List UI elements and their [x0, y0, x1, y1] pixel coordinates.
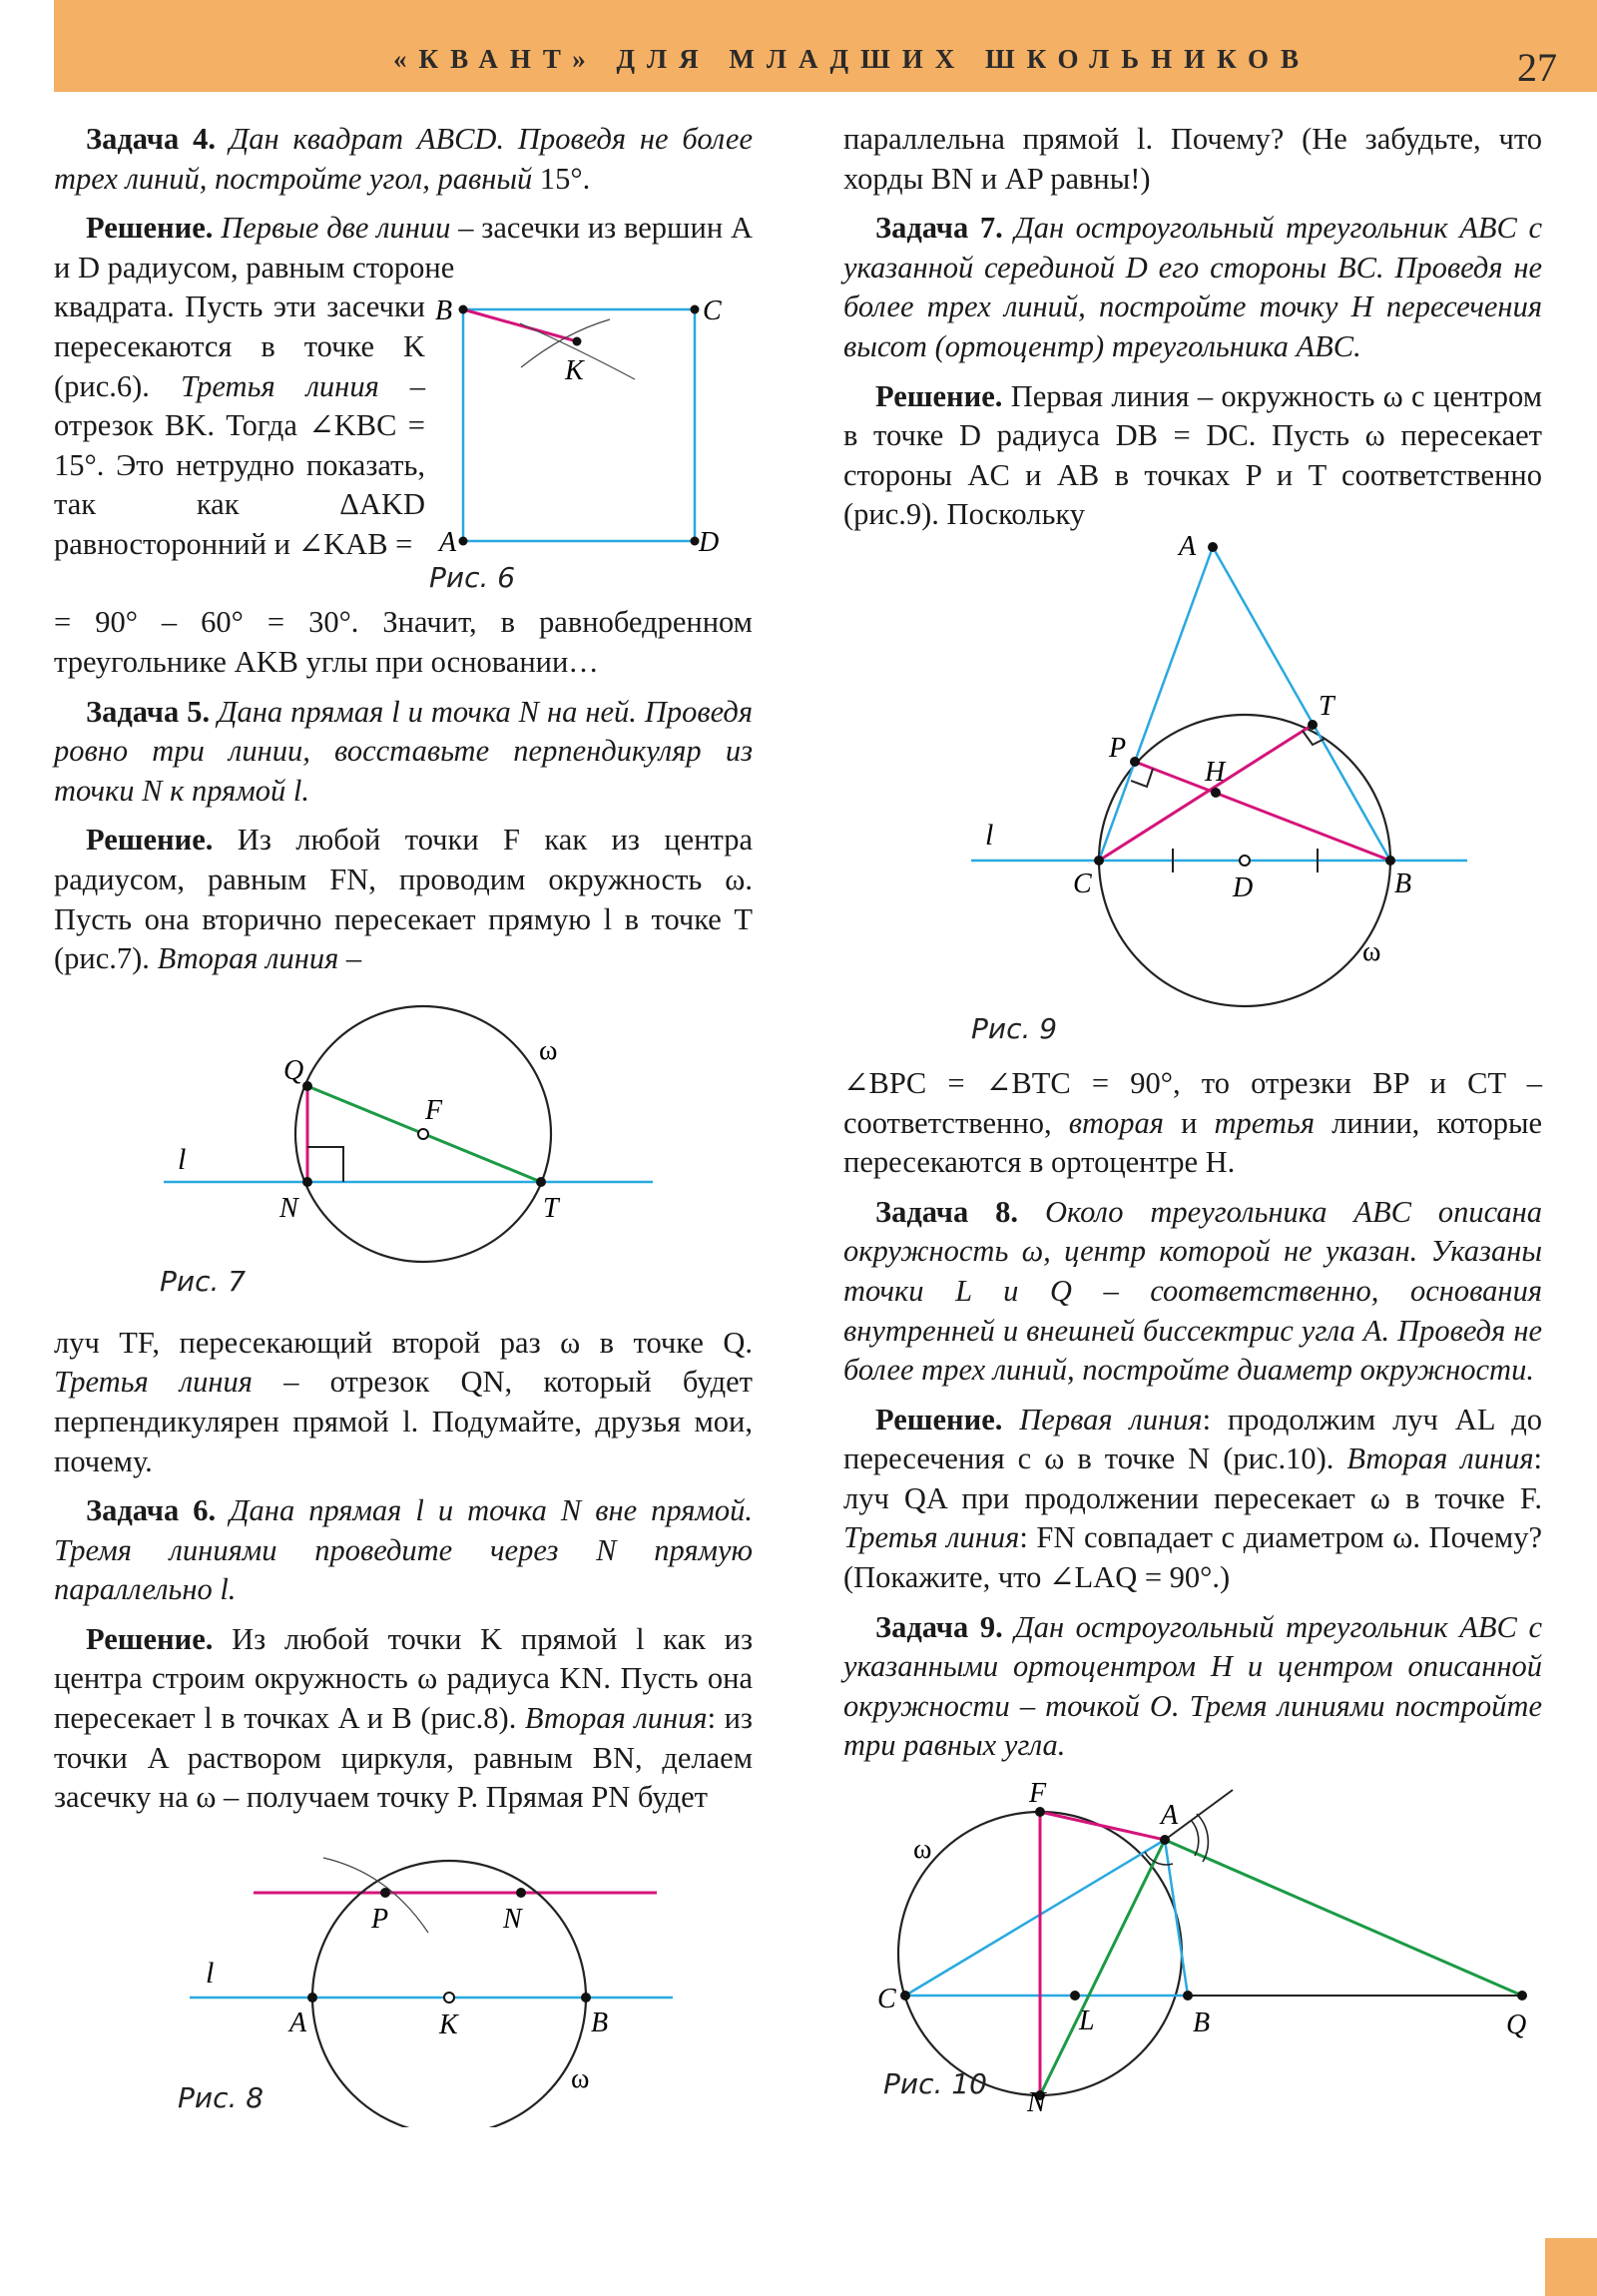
label-l: l [178, 1142, 187, 1176]
solution-8 [843, 1401, 1542, 1598]
bisector-aq [1165, 1840, 1522, 1996]
label-b: B [435, 295, 453, 327]
task-8-label: Задача 8. [875, 1194, 1019, 1229]
label-p: P [371, 1903, 389, 1935]
figure-10 [843, 1776, 1542, 2115]
label-omega: ω [539, 1034, 558, 1066]
page-number: 27 [1517, 45, 1557, 90]
label-l: L [1079, 2006, 1095, 2037]
solution-8-text-2: : луч QA при продолжении пересекает ω в точке F. [843, 1441, 1542, 1515]
figure-10-svg [843, 1776, 1542, 2115]
solution-4-end [54, 603, 753, 682]
task-9-text: Дан остроугольный треугольник ABC с указанными ортоцентром H и центром описанной окружности – точкой O. Тремя линиями постройте три равных угла. [843, 1609, 1542, 1763]
solution-4-wrap-italic: Третья линия [180, 368, 379, 403]
task-8 [843, 1193, 1542, 1391]
label-k: K [565, 355, 584, 387]
label-h: H [1205, 756, 1226, 788]
point-d [1240, 856, 1250, 865]
solution-8-italic-3: Третья линия [843, 1520, 1020, 1555]
label-c: C [877, 1984, 896, 2015]
side-ab [1213, 547, 1390, 861]
point-p [1130, 757, 1140, 767]
label-t: T [543, 1192, 559, 1224]
point-b [581, 1993, 591, 2003]
point-h [1211, 788, 1221, 798]
label-d: D [699, 527, 720, 559]
solution-4-label: Решение. [86, 211, 214, 246]
header-title: «КВАНТ» ДЛЯ МЛАДШИХ ШКОЛЬНИКОВ [393, 44, 1312, 74]
figure-6-caption: Рис. 6 [429, 561, 516, 595]
solution-8-italic-2: Вторая линия [1346, 1441, 1534, 1476]
label-a: A [439, 527, 457, 559]
task-5 [54, 693, 753, 812]
solution-7-label: Решение. [875, 378, 1003, 413]
solution-7-cont-text-2: линии, которые пересекаются в ортоцентре H. [843, 1105, 1543, 1180]
point-n [516, 1888, 526, 1898]
solution-7-italic-2: третья [1214, 1105, 1316, 1140]
point-b [1385, 856, 1395, 865]
label-d: D [1233, 871, 1254, 903]
point-c [900, 1991, 910, 2001]
solution-6-label: Решение. [86, 1621, 214, 1656]
figure-9-caption: Рис. 9 [971, 1011, 1058, 1045]
task-8-text: Около треугольника ABC описана окружность ω, центр которой не указан. Указаны точки L и Q – соответственно, основания внутренней и внешней биссектрис угла A. Проведя не более трех линий, постройте диаметр окружности. [843, 1194, 1542, 1388]
label-p: P [1109, 732, 1127, 764]
task-9-label: Задача 9. [875, 1609, 1003, 1644]
task-9 [843, 1608, 1542, 1766]
solution-6-end-text: параллельна прямой l. Почему? (Не забудьте, что хорды BN и AP равны!) [843, 122, 1542, 196]
label-omega: ω [571, 2062, 590, 2094]
solution-8-label: Решение. [875, 1402, 1003, 1436]
figure-7-svg [54, 989, 753, 1324]
right-angle-p [1131, 769, 1153, 787]
point-k [444, 1993, 454, 2003]
task-6-text: Дана прямая l и точка N вне прямой. Тремя линиями проведите через N прямую параллельно l. [54, 1493, 754, 1607]
solution-4-italic: Первые две линии [221, 211, 451, 246]
solution-7 [843, 377, 1542, 535]
solution-5-cont-italic: Третья линия [54, 1365, 253, 1400]
point-n [302, 1177, 312, 1187]
label-n: N [279, 1192, 298, 1224]
point-q [302, 1081, 312, 1091]
side-ca [1099, 547, 1213, 861]
figure-8 [54, 1828, 753, 2127]
right-angle-mark [307, 1147, 343, 1182]
point-p [380, 1888, 390, 1898]
label-l: l [206, 1956, 215, 1990]
solution-4-wrap-text [54, 287, 425, 603]
figure-10-caption: Рис. 10 [883, 2067, 987, 2101]
point-a [1160, 1835, 1170, 1845]
solution-5-cont-text-2: – отрезок QN, который будет перпендикулярен прямой l. Подумайте, друзья мои, почему. [54, 1365, 753, 1478]
point-a [307, 1993, 317, 2003]
solution-7-italic-1: вторая [1068, 1105, 1164, 1140]
label-c: C [703, 295, 722, 327]
point-c [691, 305, 700, 314]
solution-4-wrap [54, 287, 753, 603]
point-b [1183, 1991, 1193, 2001]
solution-8-italic-1: Первая линия [1019, 1402, 1203, 1436]
figure-9-svg [843, 535, 1542, 1064]
solution-5-label: Решение. [86, 823, 214, 858]
task-5-label: Задача 5. [86, 694, 211, 729]
solution-5-cont [54, 1324, 753, 1481]
label-omega: ω [1362, 935, 1381, 967]
point-f [418, 1129, 428, 1139]
solution-5-text: Из любой точки F как из центра радиусом, равным FN, проводим окружность ω. Пусть она вторично пересекает прямую l в точке T (рис.7). [54, 823, 754, 976]
solution-7-cont [843, 1064, 1542, 1183]
point-t [1308, 720, 1318, 730]
figure-9 [843, 535, 1542, 1064]
solution-6 [54, 1620, 753, 1818]
solution-5 [54, 821, 753, 978]
side-ab [1165, 1840, 1188, 1996]
task-7-text: Дан остроугольный треугольник ABC с указанной серединой D его стороны BC. Проведя не более трех линий, постройте точку H пересечения высот (ортоцентр) треугольника ABC. [843, 211, 1542, 363]
task-4-label: Задача 4. [86, 122, 216, 156]
label-q: Q [1506, 2009, 1527, 2041]
task-4-tail: 15°. [539, 161, 591, 196]
solution-6-end [843, 120, 1542, 199]
label-a: A [1179, 534, 1197, 562]
label-q: Q [283, 1054, 304, 1086]
solution-7-cont-text: ∠BPC = ∠BTC = 90°, то отрезки BP и CT – соответственно, [843, 1065, 1542, 1140]
solution-7-and: и [1181, 1105, 1198, 1140]
label-omega: ω [913, 1834, 932, 1866]
label-l: l [985, 818, 994, 852]
label-n: N [1027, 2087, 1046, 2116]
solution-8-text-3: : FN совпадает с диаметром ω. Почему? (Покажите, что ∠LAQ = 90°.) [843, 1520, 1543, 1595]
task-4 [54, 120, 753, 199]
figure-6 [425, 287, 753, 603]
point-k [573, 337, 582, 346]
figure-6-svg [425, 287, 753, 603]
solution-5-italic: Вторая линия – [157, 941, 362, 976]
point-l [1070, 1991, 1080, 2001]
label-k: K [439, 2009, 458, 2040]
segment-ct [1099, 725, 1313, 861]
right-column [843, 120, 1542, 2115]
label-n: N [503, 1903, 522, 1935]
task-4-text: Дан квадрат ABCD. Проведя не более трех линий, постройте угол, равный [54, 122, 753, 196]
figure-8-caption: Рис. 8 [178, 2080, 265, 2114]
point-a [459, 537, 468, 546]
solution-4-end-text: = 90° – 60° = 30°. Значит, в равнобедренном треугольнике AKB углы при основании… [54, 605, 753, 679]
solution-6-italic: Вторая линия [524, 1701, 708, 1736]
solution-4-wrap-2: – отрезок BK. Тогда ∠KBC = 15°. Это нетрудно показать, так как ΔAKD равносторонний и ∠KAB = [54, 368, 426, 561]
label-b: B [1394, 867, 1412, 899]
task-7-label: Задача 7. [875, 211, 1003, 246]
point-q [1517, 1991, 1527, 2001]
solution-7-text: Первая линия – окружность ω с центром в точке D радиуса DB = DC. Пусть ω пересекает стороны AC и AB в точках P и T соответственно (рис.9). Поскольку [843, 378, 1543, 532]
solution-4 [54, 209, 753, 287]
label-b: B [1193, 2008, 1211, 2039]
solution-4-wrap-1: квадрата. Пусть эти засечки пересекаются в точке K (рис.6). [54, 289, 425, 403]
point-t [536, 1177, 546, 1187]
solution-4-text: – засечки из вершин A и D радиусом, равным стороне [54, 211, 754, 285]
label-a: A [289, 2007, 307, 2038]
task-6 [54, 1491, 753, 1610]
solution-8-text-1: : продолжим луч AL до пересечения с ω в точке N (рис.10). [843, 1402, 1542, 1476]
label-a: A [1161, 1800, 1179, 1832]
task-6-label: Задача 6. [86, 1493, 217, 1528]
figure-7-caption: Рис. 7 [160, 1264, 247, 1298]
segment-bk [463, 309, 577, 341]
segment-fa [1040, 1812, 1165, 1840]
figure-8-svg [54, 1828, 753, 2127]
task-5-text: Дана прямая l и точка N на ней. Проведя ровно три линии, восставьте перпендикуляр из точки N к прямой l. [54, 694, 754, 808]
point-a [1208, 542, 1218, 552]
page-header [54, 0, 1597, 92]
label-f: F [425, 1094, 443, 1126]
segment-bp [1135, 762, 1390, 861]
label-f: F [1029, 1778, 1047, 1810]
solution-5-cont-text: луч TF, пересекающий второй раз ω в точке Q. [54, 1325, 753, 1360]
figure-7 [54, 989, 753, 1324]
left-column [54, 120, 753, 2127]
solution-6-text-2: : из точки A раствором циркуля, равным BN, делаем засечку на ω – получаем точку P. Прямая PN будет [54, 1701, 753, 1815]
task-7 [843, 209, 1542, 366]
point-b [459, 305, 468, 314]
label-b: B [591, 2007, 609, 2038]
label-t: T [1319, 690, 1334, 722]
label-c: C [1073, 867, 1092, 899]
point-c [1094, 856, 1104, 865]
footer-tab [1545, 2238, 1597, 2296]
solution-6-text: Из любой точки K прямой l как из центра строим окружность ω радиуса KN. Пусть она пересекает l в точках A и B (рис.8). [54, 1621, 753, 1736]
